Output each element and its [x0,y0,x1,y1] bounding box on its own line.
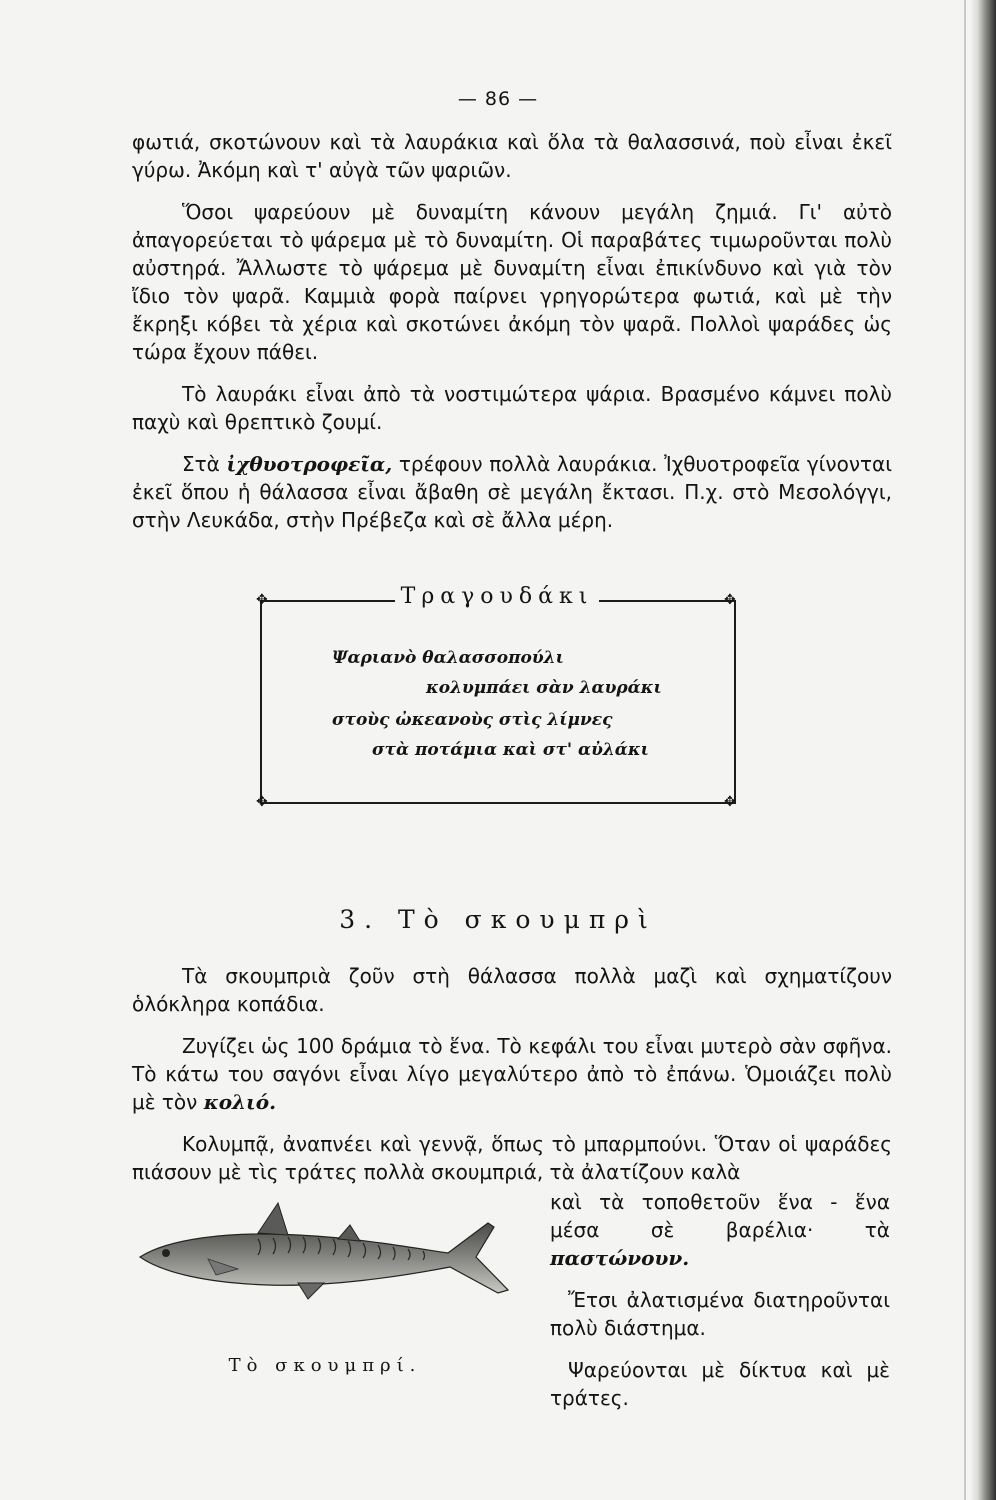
paragraph-swim: Κολυμπᾷ, ἀναπνέει καὶ γεννᾷ, ὅπως τὸ μπαρμπούνι. Ὅταν οἱ ψαράδες πιάσουν μὲ τὶς τράτες πολλὰ σκουμπριά, τὰ ἀλατίζουν καλὰ [132,1132,892,1184]
page-edge-line [964,0,966,1500]
song-title: Τραγουδάκι [256,584,738,609]
paragraph-lead: Ζυγίζει ὡς 100 δράμια τὸ ἕνα. Τὸ κεφάλι του εἶναι μυτερὸ σὰν σφῆνα. Τὸ κάτω του σαγόνι εἶναι λίγο μεγαλύτερο ἀπὸ τὸ ἐπάνω. Ὁμοιάζει πολὺ μὲ τὸν [132,1034,892,1114]
paragraph-shape [132,1032,892,1116]
song-line: στὰ ποτάμια καὶ στ' αὐλάκι [372,740,649,760]
paragraph-lead: Στὰ [182,452,220,476]
paragraph-rest: τρέφουν πολλὰ λαυράκια. Ἰχθυοτροφεῖα γίνονται ἐκεῖ ὅπου ἡ θάλασσα εἶναι ἄβαθη σὲ μεγάλη ἔκτασι. Π.χ. στὸ Μεσολόγγι, στὴν Λευκάδα, στὴν Πρέβεζα καὶ σὲ ἄλλα μέρη. [132,452,893,532]
paragraph: φωτιά, σκοτώνουν καὶ τὰ λαυράκια καὶ ὅλα τὰ θαλασσινά, ποὺ εἶναι ἐκεῖ γύρω. Ἀκόμη καὶ τ' αὐγὰ τῶν ψαριῶν. [132,130,892,182]
ornament-corner-icon: ✥ [256,794,268,810]
text-block-side [550,1188,890,1426]
song-box [256,580,738,816]
song-line: Ψαριανὸ θαλασσοπούλι [332,648,564,668]
term-pastonoun: παστώνουν. [550,1246,690,1270]
figure-caption: Τὸ σκουμπρί. [228,1355,422,1376]
song-line: κολυμπάει σὰν λαυράκι [426,678,662,698]
paragraph: Ψαρεύονται μὲ δίκτυα καὶ μὲ τράτες. [550,1358,890,1410]
ornament-corner-icon: ✥ [724,794,736,810]
paragraph: Ἔτσι ἀλατισμένα διατηροῦνται πολὺ διάστημα. [550,1288,890,1340]
song-line: στοὺς ὠκεανοὺς στὶς λίμνες [332,710,613,730]
mackerel-illustration [138,1195,518,1305]
ornament-corner-icon: ✥ [724,592,736,608]
song-frame [260,600,736,804]
paragraph: Ὅσοι ψαρεύουν μὲ δυναμίτη κάνουν μεγάλη ζημιά. Γι' αὐτὸ ἀπαγορεύεται τὸ ψάρεμα μὲ τὸ δυναμίτη. Οἱ παραβάτες τιμωροῦνται πολὺ αὐστηρά. Ἄλλωστε τὸ ψάρεμα μὲ δυναμίτη εἶναι ἐπικίνδυνο καὶ γιὰ τὸν ἴδιο τὸν ψαρᾶ. Καμμιὰ φορὰ παίρνει γρηγορώτερα φωτιά, καὶ μὲ τὴν ἔκρηξι κόβει τὰ χέρια καὶ σκοτώνει ἀκόμη τὸν ψαρᾶ. Πολλοὶ ψαράδες ὡς τώρα ἔχουν πάθει. [132,200,892,364]
paragraph-salt [550,1188,890,1272]
paragraph: Τὰ σκουμπριὰ ζοῦν στὴ θάλασσα πολλὰ μαζὶ καὶ σχηματίζουν ὁλόκληρα κοπάδια. [132,964,892,1016]
mackerel-fish-icon [138,1195,518,1305]
paragraph: Τὸ λαυράκι εἶναι ἀπὸ τὰ νοστιμώτερα ψάρια. Βρασμένο κάμνει πολὺ παχὺ καὶ θρεπτικὸ ζουμί. [132,382,892,434]
section-heading: 3. Τὸ σκουμπρὶ [339,905,657,934]
page-number: — 86 — [457,88,539,110]
ornament-corner-icon: ✥ [256,592,268,608]
book-spine-shadow [970,0,996,1500]
term-fish-farms: ἰχθυοτροφεῖα, [226,452,393,476]
term-kolios: κολιό. [203,1090,277,1114]
text-block-top [132,128,892,548]
paragraph-lead: καὶ τὰ τοποθετοῦν ἕνα - ἕνα μέσα σὲ βαρέλια· τὰ [550,1190,890,1242]
text-block-bottom [132,962,892,1186]
paragraph-fish-farms [132,450,892,534]
